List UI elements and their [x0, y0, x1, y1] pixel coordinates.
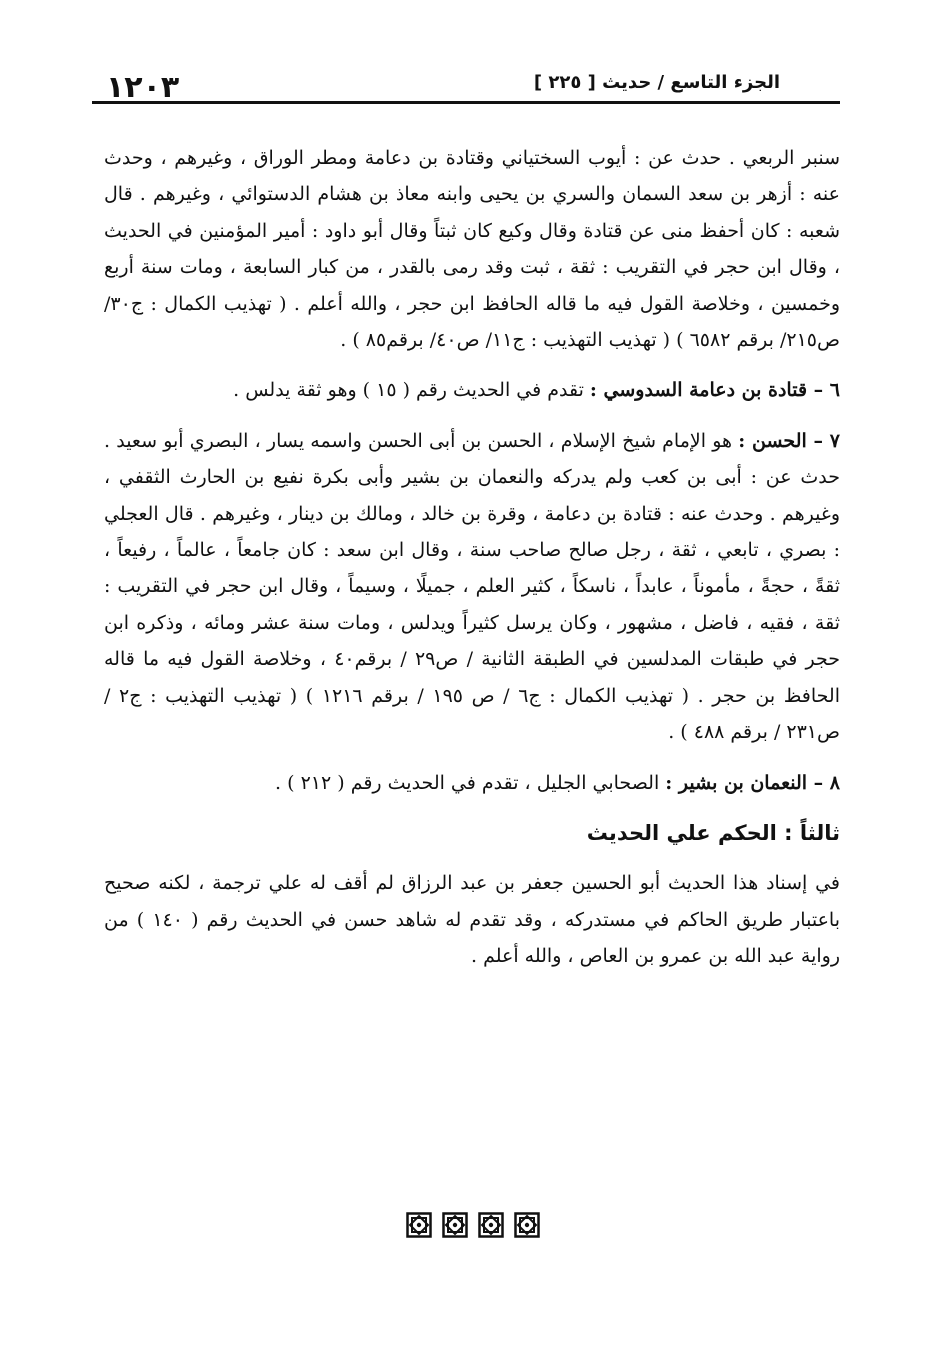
paragraph-narrator-5-continued — [104, 140, 840, 358]
ornament-knot-icon — [514, 1212, 540, 1238]
ornament-knot-icon — [406, 1212, 432, 1238]
narrator-name: ٨ – النعمان بن بشير : — [665, 771, 840, 794]
section-paragraph: في إسناد هذا الحديث أبو الحسين جعفر بن عبد الرزاق لم أقف له علي ترجمة ، لكنه صحيح باعتبار طريق الحاكم في مستدركه ، وقد تقدم له شاهد حسن في الحديث رقم ( ١٤٠ ) من رواية عبد الله بن عمرو بن العاص ، والله أعلم . — [104, 872, 840, 968]
paragraph-text: سنبر الربعي . حدث عن : أيوب السختياني وقتادة بن دعامة ومطر الوراق ، وغيرهم ، وحدث عنه : أزهر بن سعد السمان والسري بن يحيى وابنه معاذ بن هشام الدستوائي ، وغيرهم . قال شعبه : كان أحفظ منى عن قتادة وقال وكيع كان ثبتاً وقال أبو داود : أمير المؤمنين في الحديث ، وقال ابن حجر في التقريب : ثقة ، ثبت وقد رمى بالقدر ، من كبار السابعة ، ومات سنة أربع وخمسين ، وخلاصة القول فيه ما قاله الحافظ ابن حجر ، والله أعلم . ( تهذيب الكمال : ج٣٠/ ص٢١٥/ برقم ٦٥٨٢ ) ( تهذيب التهذيب : ج١١/ ص٤٠/ برقم٨٥ ) . — [104, 147, 840, 352]
paragraph-narrator-8 — [104, 765, 840, 801]
paragraph-narrator-7 — [104, 423, 840, 751]
ornament-row — [0, 1212, 946, 1238]
running-title: الجزء التاسع / حديث [ ٢٢٥ ] — [533, 72, 780, 93]
narrator-name: ٧ – الحسن : — [738, 429, 840, 452]
page-body — [104, 140, 840, 989]
ornament-knot-icon — [478, 1212, 504, 1238]
narrator-name: ٦ – قتادة بن دعامة السدوسي : — [589, 379, 840, 402]
ornament-knot-icon — [442, 1212, 468, 1238]
paragraph-text: هو الإمام شيخ الإسلام ، الحسن بن أبى الحسن واسمه يسار ، البصري أبو سعيد . حدث عن : أبى بن كعب ولم يدركه والنعمان بن بشير وأبى بكرة نفيع بن الحارث الثقفي ، وغيرهم . وحدث عنه : قتادة بن دعامة ، وقرة بن خالد ، ومالك بن دينار ، وغيرهم . قال العجلي : بصري ، تابعي ، ثقة ، رجل صالح صاحب سنة ، وقال ابن سعد : كان جامعاً ، عالماً ، رفيعاً ، ثقةً ، حجةً ، مأموناً ، عابداً ، ناسكاً ، كثير العلم ، جميلًا ، وسيماً ، وقال ابن حجر في التقريب : ثقة ، فقيه ، فاضل ، مشهور ، وكان يرسل كثيراً ويدلس ، ومات سنة عشر ومائه ، وذكره ابن حجر في طبقات المدلسين في الطبقة الثانية / ص٢٩ / برقم٤٠ ، وخلاصة القول فيه ما قاله الحافظ بن حجر . ( تهذيب الكمال : ج٦ / ص ١٩٥ / برقم ١٢١٦ ) ( تهذيب التهذيب : ج٢ / ص٢٣١ / برقم ٤٨٨ ) . — [104, 429, 840, 744]
paragraph-narrator-6 — [104, 372, 840, 408]
page-number: ١٢٠٣ — [106, 70, 180, 105]
page-header — [92, 58, 840, 105]
header-rule — [92, 101, 840, 104]
section-heading: ثالثاً : الحكم علي الحديث — [586, 820, 840, 845]
paragraph-text: الصحابي الجليل ، تقدم في الحديث رقم ( ٢١٢ ) . — [275, 771, 666, 794]
paragraph-text: تقدم في الحديث رقم ( ١٥ ) وهو ثقة يدلس . — [233, 379, 590, 402]
